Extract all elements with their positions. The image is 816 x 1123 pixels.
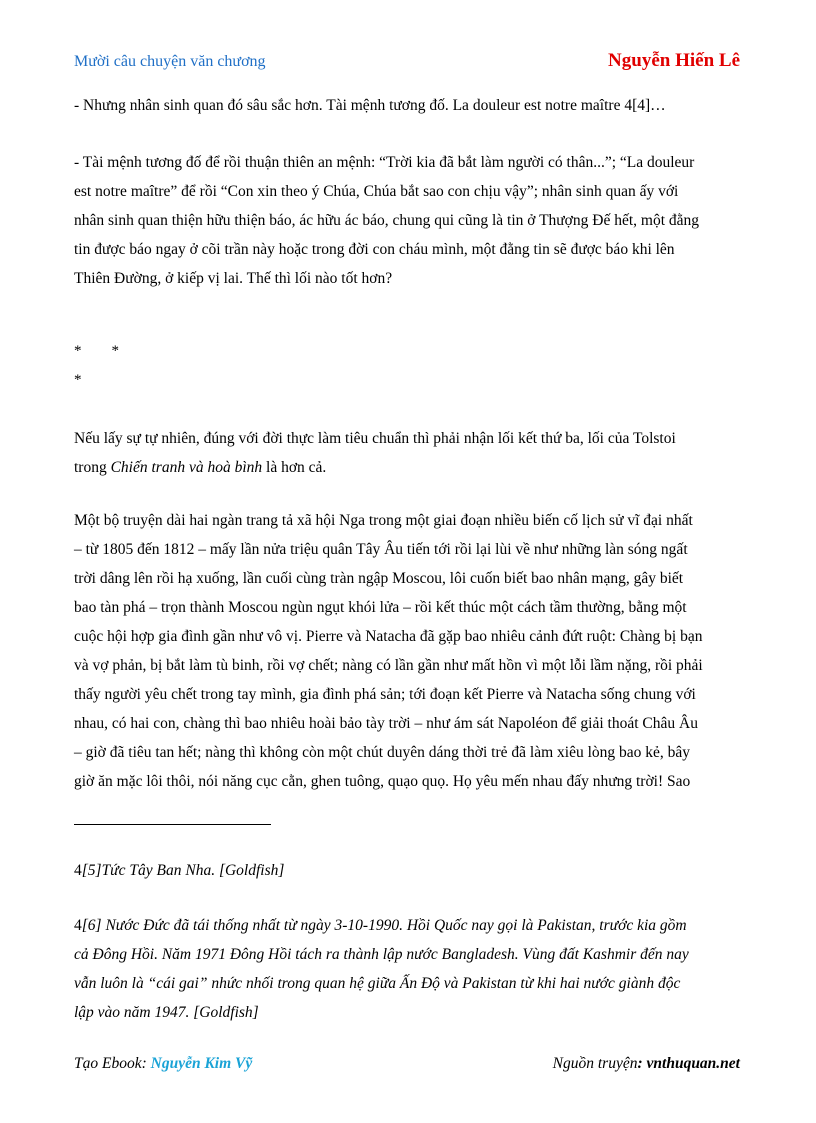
footer-ebook-label: Tạo Ebook [74,1055,142,1072]
paragraph-line: – giờ đã tiêu tan hết; nàng thì không còn một chút duyên dáng thời trẻ đã làm xiêu lòng bao kẻ, bây [74,744,691,761]
footnote-number: 4 [74,917,82,934]
book-title-italic: Chiến tranh và hoà bình [110,459,263,476]
paragraph-line: Một bộ truyện dài hai ngàn trang tả xã hội Nga trong một giai đoạn nhiều biến cố lịch sử vĩ đại nhất [74,512,693,529]
footnote-line [74,856,742,885]
footnote-line: cả Đông Hồi. Năm 1971 Đông Hồi tách ra thành lập nước Bangladesh. Vùng đất Kashmir đến nay [74,946,689,963]
book-title: Mười câu chuyện văn chương [74,53,266,70]
footnote-divider [74,824,271,825]
text-run: là hơn cả. [262,459,327,476]
footnote-2 [74,911,742,1027]
footnote-line: lập vào năm 1947. [Goldfish] [74,1004,259,1021]
paragraph-line: est notre maître” để rồi “Con xin theo ý Chúa, Chúa bắt sao con chịu vậy”; nhân sinh quan ấy với [74,183,679,200]
footnote-number: 4 [74,862,82,879]
paragraph-line: Thiên Đường, ở kiếp vị lai. Thế thì lối nào tốt hơn? [74,270,393,287]
footer-ebook-credit [74,1055,252,1073]
paragraph-line: - Nhưng nhân sinh quan đó sâu sắc hơn. Tài mệnh tương đố. La douleur est notre maître 4[4]… [74,97,666,114]
section-separator-line1: * * [74,343,119,359]
paragraph-line: nhau, có hai con, chàng thì bao nhiêu hoài bảo tày trời – như ám sát Napoléon để giải thoát Châu Âu [74,715,698,732]
paragraph-line: giờ ăn mặc lôi thôi, nói năng cục cằn, ghen tuông, quạo quọ. Họ yêu mến nhau đấy nhưng trời! Sao [74,773,691,790]
footer-ebook-author: Nguyễn Kim Vỹ [150,1055,253,1072]
section-separator-line2: * [74,372,82,388]
footnote-text: [5]Tức Tây Ban Nha. [Goldfish] [81,862,285,879]
paragraph-line: cuộc hội hợp gia đình gần như vô vị. Pierre và Natacha đã gặp bao nhiêu cảnh đứt ruột: Chàng bị bạn [74,628,703,645]
paragraph-3 [74,424,742,482]
footer-source-label: Nguồn truyện [552,1055,638,1072]
paragraph-line: tin được báo ngay ở cõi trần này hoặc trong đời con cháu mình, một đằng tin sẽ được báo khi lên [74,241,675,258]
paragraph-line: thấy người yêu chết trong tay mình, gia đình phá sản; tới đoạn kết Pierre và Natacha sống chung với [74,686,696,703]
paragraph-line: – từ 1805 đến 1812 – mấy lần nửa triệu quân Tây Âu tiến tới rồi lại lùi về như những làn sóng ngất [74,541,688,558]
paragraph-line: trời dâng lên rồi hạ xuống, lần cuối cùng tràn ngập Moscou, lôi cuốn biết bao nhân mạng, gây biết [74,570,684,587]
paragraph-line: - Tài mệnh tương đố để rồi thuận thiên an mệnh: “Trời kia đã bắt làm người có thân...”; “La douleur [74,154,695,171]
author-name: Nguyễn Hiến Lê [608,50,740,71]
footnote-line: vẫn luôn là “cái gai” nhức nhối trong quan hệ giữa Ấn Độ và Pakistan từ khi hai nước giành độc [74,975,681,992]
footer-source [553,1055,740,1073]
footer-source-site: vnthuquan.net [646,1055,740,1072]
paragraph-line: nhân sinh quan thiện hữu thiện báo, ác hữu ác báo, chung qui cũng là tin ở Thượng Đế hết, một đằng [74,212,700,229]
footnote-text: [6] Nước Đức đã tái thống nhất từ ngày 3-10-1990. Hồi Quốc nay gọi là Pakistan, trước kia gồm [81,917,687,934]
paragraph-line: và vợ phản, bị bắt làm tù binh, rồi vợ chết; nàng có lần gần như mất hồn vì một lỗi lầm nặng, rồi phải [74,657,703,674]
text-run: trong [74,459,111,476]
paragraph-line: bao tàn phá – trọn thành Moscou ngùn ngụt khói lửa – rồi kết thúc một cách tầm thường, bằng một [74,599,687,616]
paragraph-line: Nếu lấy sự tự nhiên, đúng với đời thực làm tiêu chuẩn thì phải nhận lối kết thứ ba, lối của Tolstoi [74,430,676,447]
footnote-line [74,911,742,940]
paragraph-1 [74,91,742,120]
paragraph-line [74,453,742,482]
paragraph-4 [74,506,742,796]
footer-colon: : [637,1055,647,1072]
paragraph-2 [74,148,742,293]
footnote-1 [74,856,742,885]
footer-colon: : [141,1055,151,1072]
